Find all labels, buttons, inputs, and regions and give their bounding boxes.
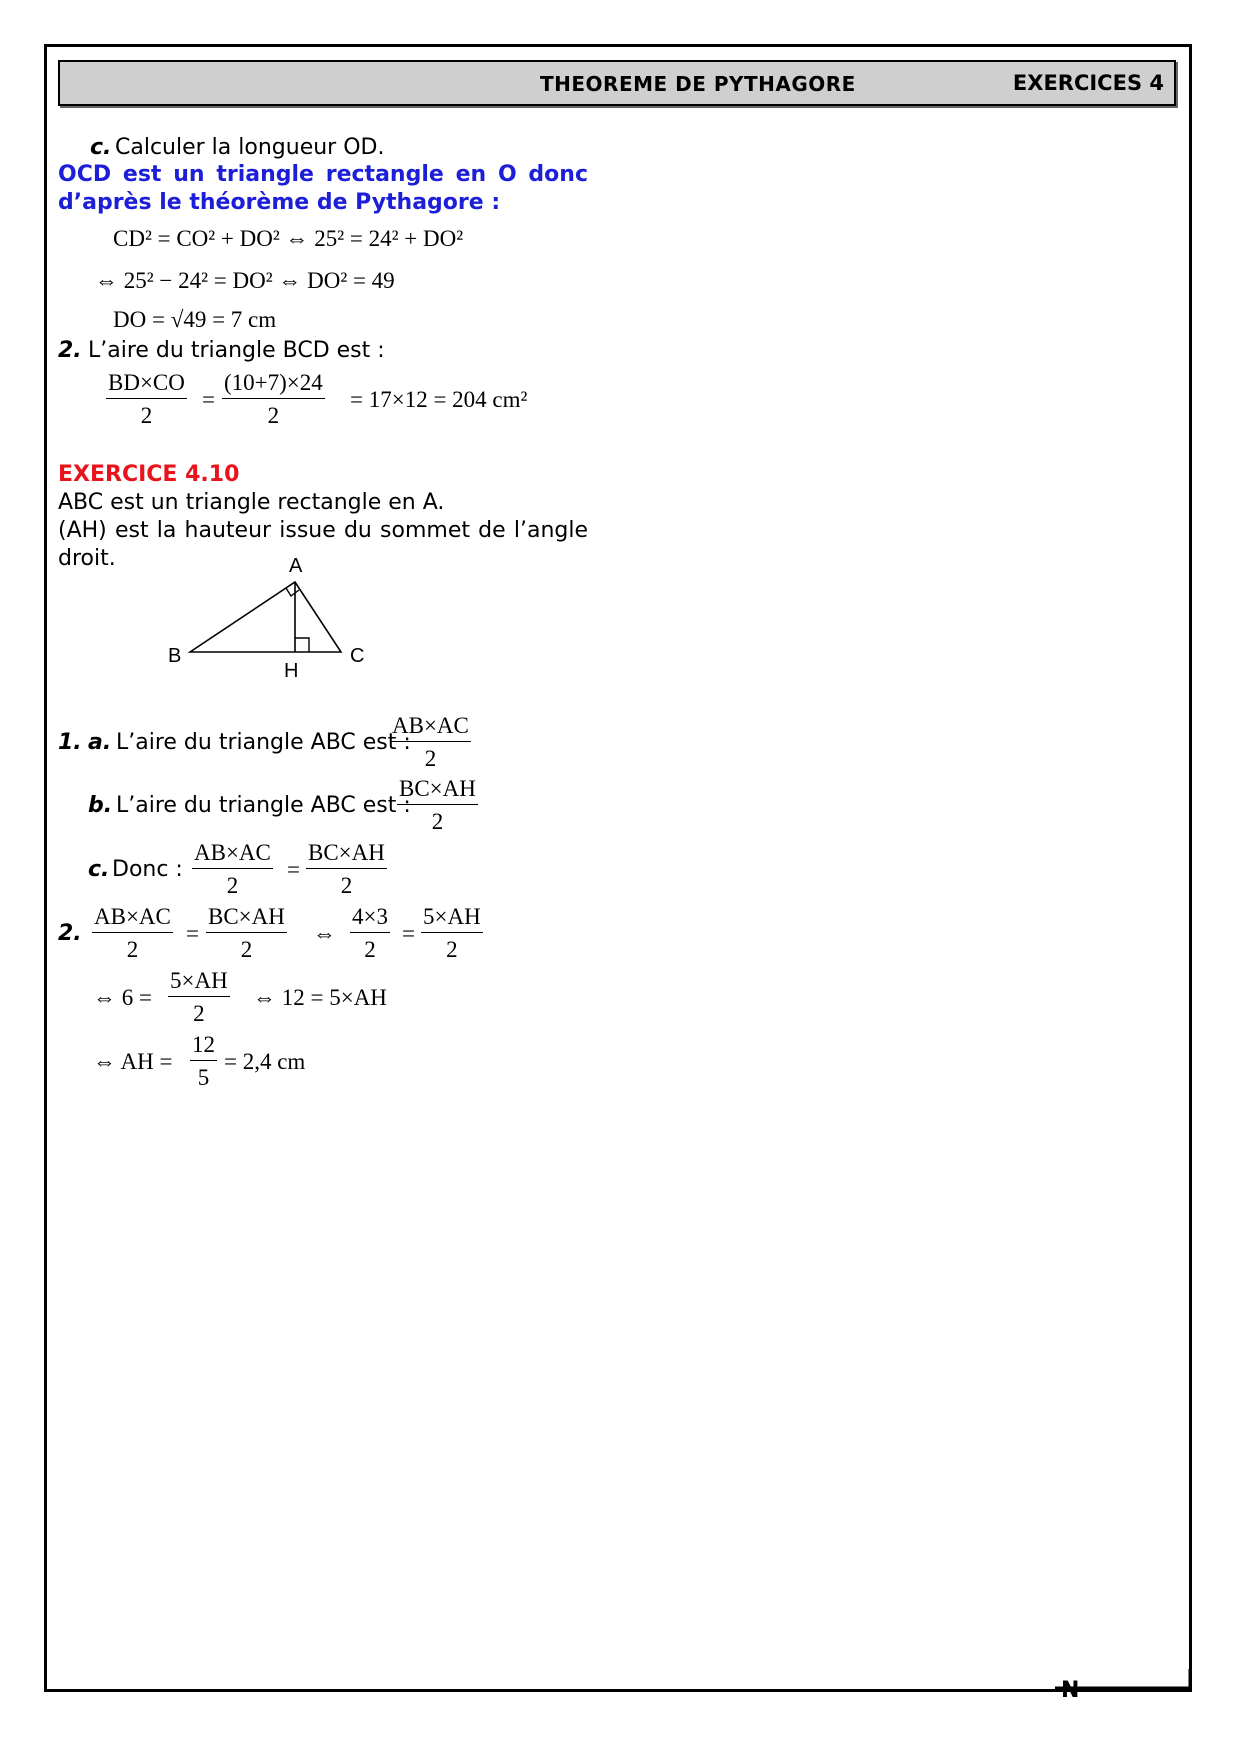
part-c-question: Calculer la longueur OD. <box>115 135 385 160</box>
q1-a-label: a. <box>88 730 112 755</box>
fraction-q2-1: $\frac{AB\times AC}{2}$ <box>94 904 171 962</box>
header-exercise: EXERCICES 4 <box>1012 71 1164 95</box>
q1-b-label: b. <box>88 793 113 818</box>
q1-c-label: c. <box>88 857 110 882</box>
exercise-line-1: ABC est un triangle rectangle en A. <box>58 490 445 515</box>
equation-3: DO = √49 = 7 cm <box>113 307 277 332</box>
equation-1: CD² = CO² + DO² ⇔ 25² = 24² + DO² <box>113 226 464 251</box>
triangle-figure <box>160 550 390 690</box>
page-mark-letter: N <box>1061 1678 1080 1699</box>
equals-sign: = <box>202 387 215 412</box>
triangle-abc <box>190 582 341 652</box>
fraction-q2-3: $\frac{4\times 3}{2}$ <box>352 904 388 962</box>
fraction-q2-line2: $\frac{5\times AH}{2}$ <box>170 968 228 1026</box>
equals-sign: = <box>402 921 415 946</box>
q2-label: 2. <box>58 921 82 946</box>
q2-line3-prefix: ⇔ AH = <box>93 1049 173 1074</box>
part-c-label: c. <box>90 135 112 160</box>
equation-2: ⇔ 25² − 24² = DO² ⇔ DO² = 49 <box>95 268 395 293</box>
page-corner-mark <box>1055 1669 1195 1699</box>
q2-line3-suffix: = 2,4 cm <box>224 1049 306 1074</box>
part-2-label: 2. <box>58 338 82 363</box>
equals-sign: = <box>287 857 300 882</box>
q2-line2-suffix: ⇔ 12 = 5×AH <box>253 985 387 1010</box>
page-header <box>58 60 1176 106</box>
q1-label: 1. <box>58 730 82 755</box>
fraction-bd-co: $\frac{BD\times CO}{2}$ <box>108 370 185 428</box>
fraction-ab-ac: $\frac{AB\times AC}{2}$ <box>392 713 469 771</box>
answer-line-2: d’après le théorème de Pythagore : <box>58 190 501 215</box>
part-2-text: L’aire du triangle BCD est : <box>88 338 385 363</box>
q1-b-text: L’aire du triangle ABC est : <box>116 793 411 818</box>
fraction-q2-4: $\frac{5\times AH}{2}$ <box>423 904 481 962</box>
label-c: C <box>350 645 365 667</box>
equals-sign: = <box>186 921 199 946</box>
right-angle-h <box>295 638 309 652</box>
exercise-title: EXERCICE 4.10 <box>58 462 240 487</box>
q1-c-text: Donc : <box>112 857 183 882</box>
exercise-line-3: droit. <box>58 546 116 571</box>
q2-line2-prefix: ⇔ 6 = <box>93 985 152 1010</box>
fraction-q2-line3: $\frac{12}{5}$ <box>192 1032 215 1090</box>
label-h: H <box>284 660 299 682</box>
fraction-area: $\frac{(10+7)\times 24}{2}$ <box>224 370 323 428</box>
fraction-c-right: $\frac{BC\times AH}{2}$ <box>308 840 385 898</box>
fraction-bc-ah: $\frac{BC\times AH}{2}$ <box>399 776 476 834</box>
exercise-line-2: (AH) est la hauteur issue du sommet de l’angle <box>58 518 588 543</box>
label-a: A <box>289 555 303 577</box>
header-title: THEOREME DE PYTHAGORE <box>540 72 856 96</box>
answer-line-1: OCD est un triangle rectangle en O donc <box>58 162 588 187</box>
right-angle-a <box>286 588 299 596</box>
equivalence-sign: ⇔ <box>313 921 336 946</box>
label-b: B <box>168 645 182 667</box>
fraction-c-left: $\frac{AB\times AC}{2}$ <box>194 840 271 898</box>
fraction-q2-2: $\frac{BC\times AH}{2}$ <box>208 904 285 962</box>
area-result: = 17×12 = 204 cm² <box>350 387 528 412</box>
q1-a-text: L’aire du triangle ABC est : <box>116 730 411 755</box>
